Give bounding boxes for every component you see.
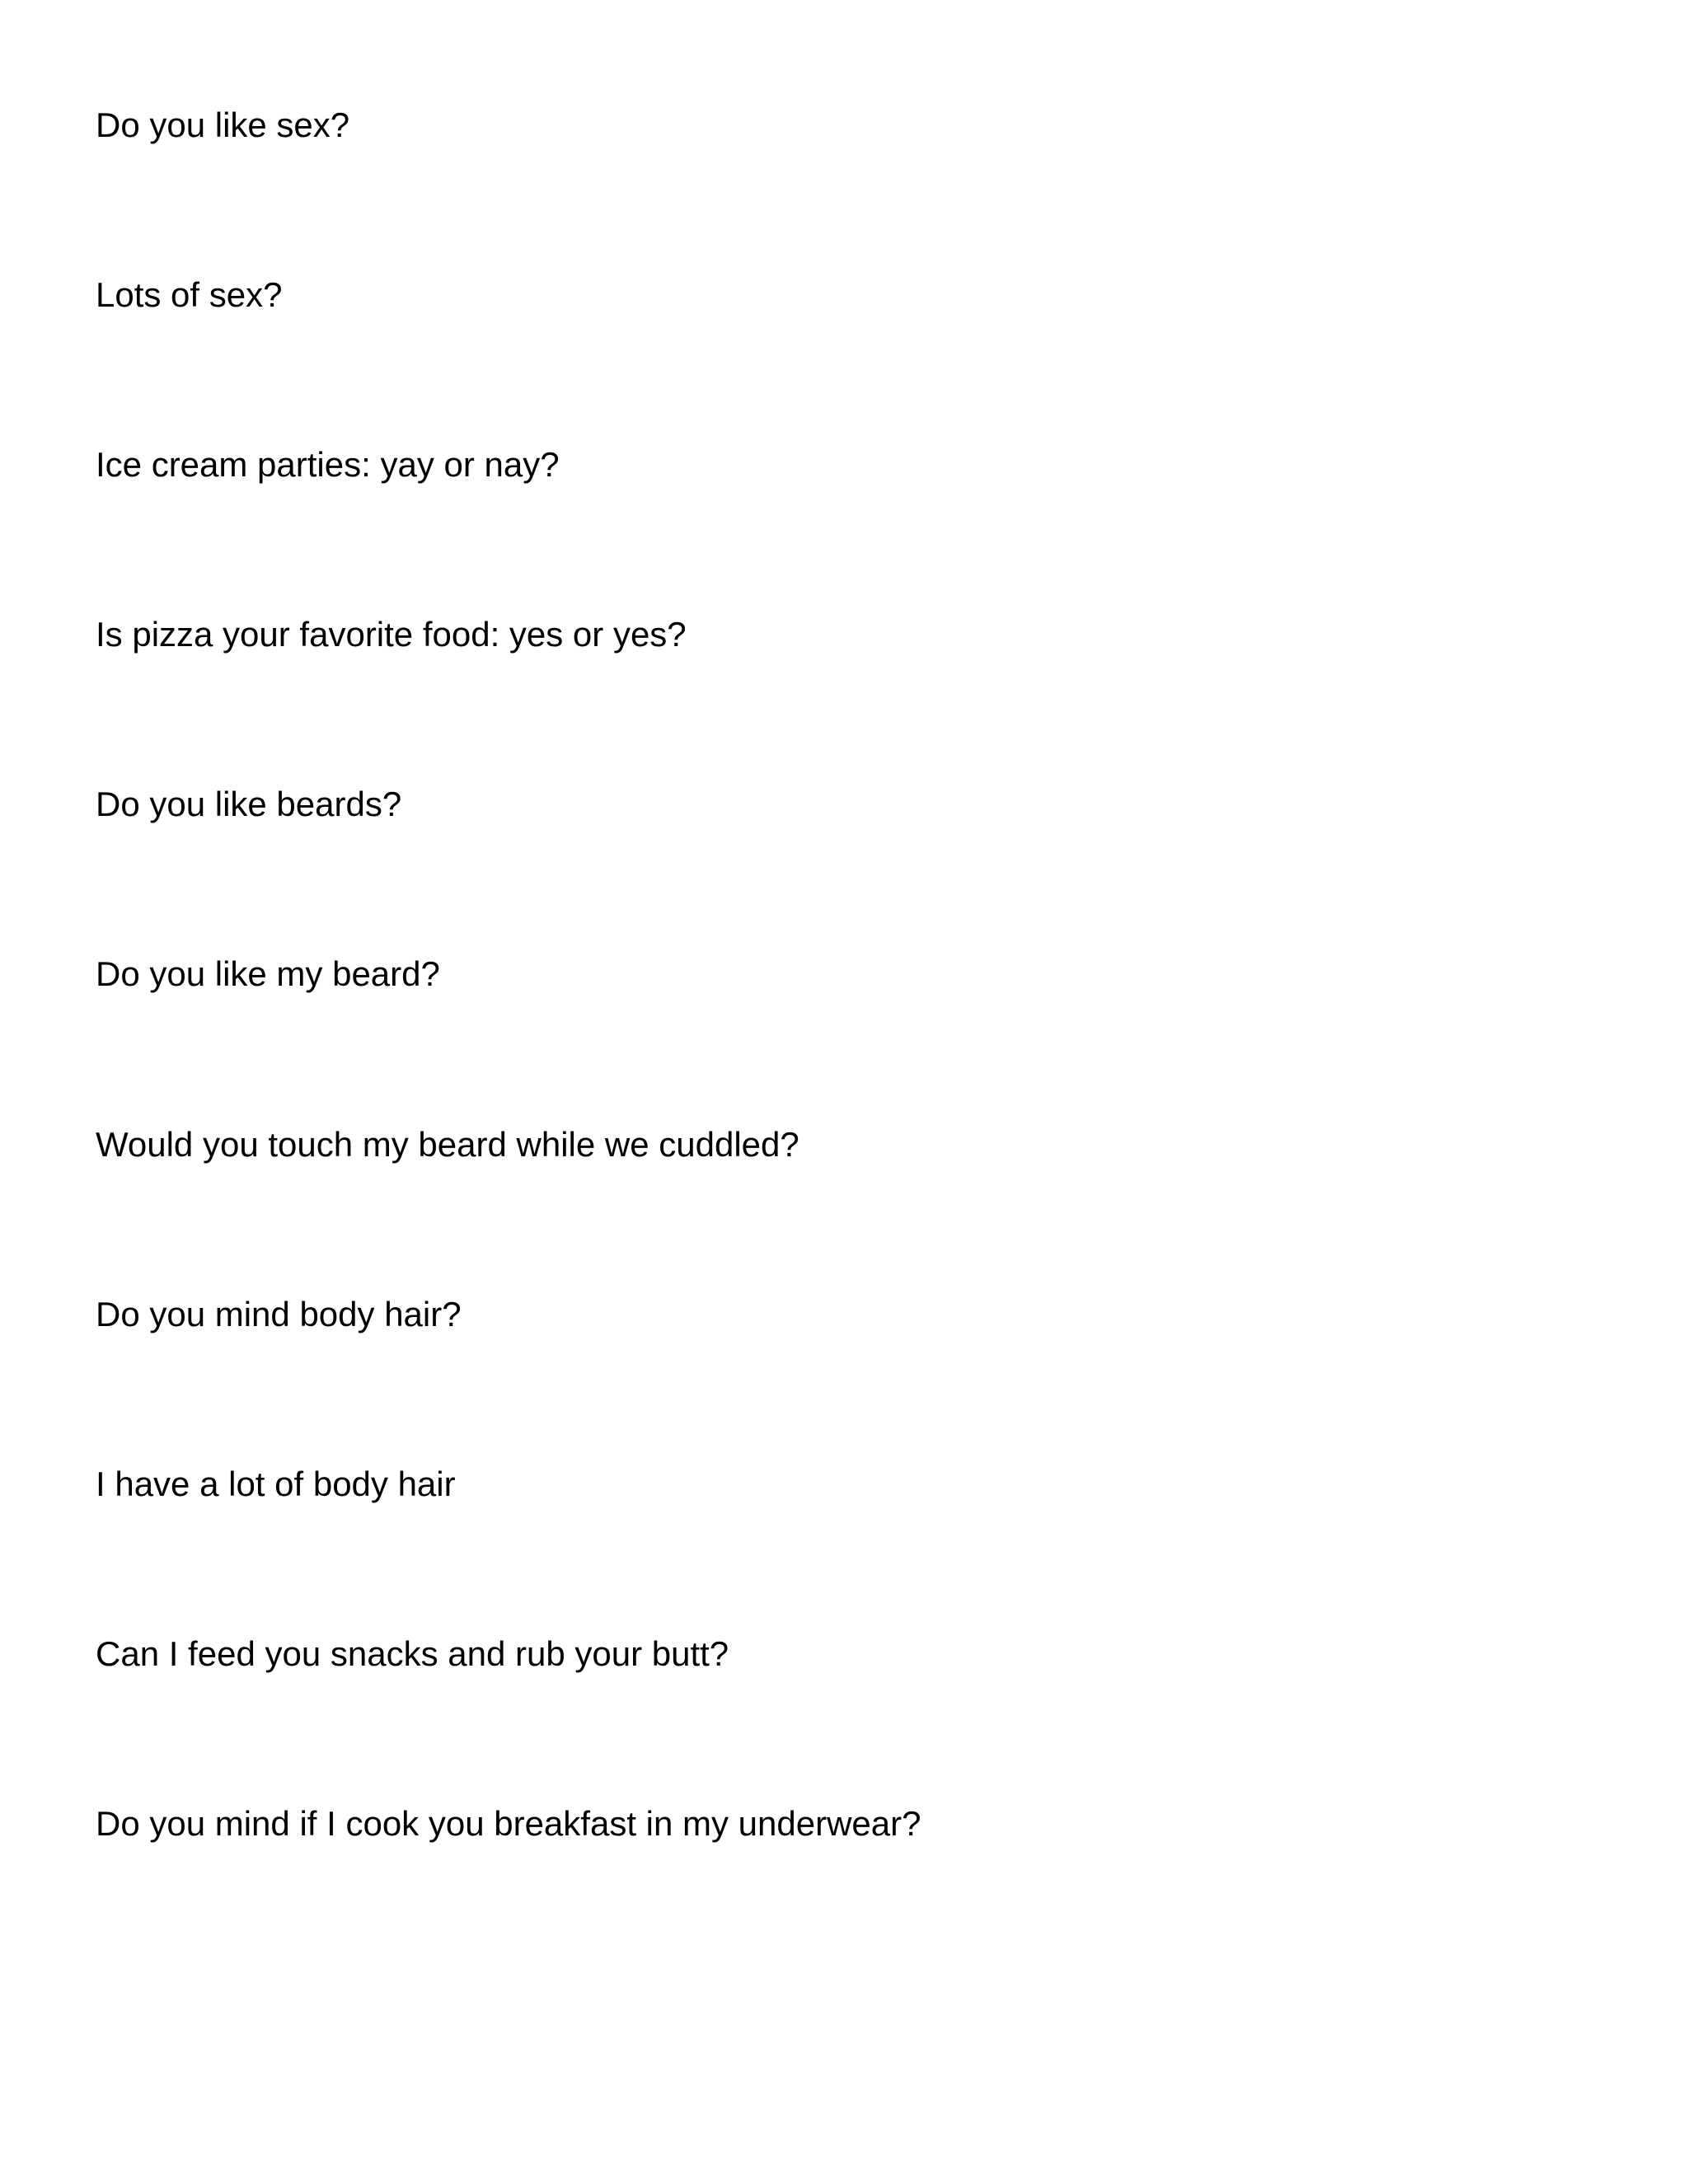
question-line: Lots of sex? <box>96 275 283 314</box>
question-line: Is pizza your favorite food: yes or yes? <box>96 615 687 654</box>
statement-line: I have a lot of body hair <box>96 1465 456 1503</box>
question-line: Do you like sex? <box>96 105 350 144</box>
question-line: Do you mind if I cook you breakfast in my underwear? <box>96 1804 921 1843</box>
question-line: Can I feed you snacks and rub your butt? <box>96 1634 729 1673</box>
question-line: Would you touch my beard while we cuddled? <box>96 1125 799 1164</box>
question-line: Do you like beards? <box>96 785 402 823</box>
question-line: Do you like my beard? <box>96 954 440 993</box>
question-line: Ice cream parties: yay or nay? <box>96 445 560 484</box>
question-line: Do you mind body hair? <box>96 1295 462 1333</box>
